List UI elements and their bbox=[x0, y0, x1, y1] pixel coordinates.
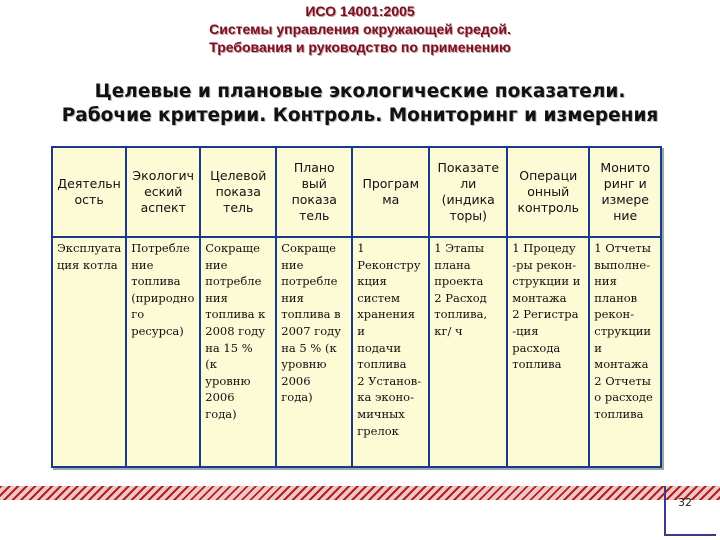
header-cell-operational-control: Операци онный контроль bbox=[507, 147, 589, 237]
cell-activity: Эксплуата ция котла bbox=[52, 237, 126, 467]
header-standard-title: ИСО 14001:2005 bbox=[305, 3, 415, 19]
cell-planned-target: Сокраще ние потребле ния топлива в 2007 году на 5 % (к уровню 2006 года) bbox=[276, 237, 352, 467]
decorative-stripe bbox=[0, 486, 720, 500]
header-cell-env-aspect: Экологич еский аспект bbox=[126, 147, 200, 237]
header-subtitle-2: Требования и руководство по применению bbox=[209, 39, 511, 55]
indicators-table bbox=[51, 146, 662, 468]
header-cell-program: Програм ма bbox=[352, 147, 429, 237]
table-header-row bbox=[52, 147, 661, 237]
cell-monitoring: 1 Отчеты выполне- ния планов рекон- струкции и монтажа 2 Отчеты о расходе топлива bbox=[589, 237, 661, 467]
cell-indicators: 1 Этапы плана проекта 2 Расход топлива, кг/ ч bbox=[429, 237, 507, 467]
cell-program: 1 Реконстру кция систем хранения и подачи топлива 2 Установ- ка эконо- мичных грелок bbox=[352, 237, 429, 467]
cell-operational-control: 1 Процеду -ры рекон- струкции и монтажа 2 Регистра -ция расхода топлива bbox=[507, 237, 589, 467]
cell-target: Сокраще ние потребле ния топлива к 2008 году на 15 % (к уровню 2006 года) bbox=[200, 237, 276, 467]
slide-title-line-2: Рабочие критерии. Контроль. Мониторинг и измерения bbox=[61, 105, 659, 126]
slide-title bbox=[40, 80, 680, 128]
header-cell-indicators: Показате ли (индика торы) bbox=[429, 147, 507, 237]
header-cell-planned-target: Плано вый показа тель bbox=[276, 147, 352, 237]
header-cell-activity: Деятельн ость bbox=[52, 147, 126, 237]
header-subtitle-1: Системы управления окружающей средой. bbox=[209, 21, 511, 37]
slide-title-line-1: Целевые и плановые экологические показатели. bbox=[94, 81, 626, 102]
header-cell-monitoring: Монито ринг и измере ние bbox=[589, 147, 661, 237]
cell-env-aspect: Потребле ние топлива (природно го ресурса) bbox=[126, 237, 200, 467]
slide-header bbox=[0, 0, 720, 62]
header-cell-target: Целевой показа тель bbox=[200, 147, 276, 237]
corner-frame bbox=[664, 486, 716, 536]
table-row bbox=[52, 237, 661, 467]
page-number: 32 bbox=[678, 496, 692, 509]
